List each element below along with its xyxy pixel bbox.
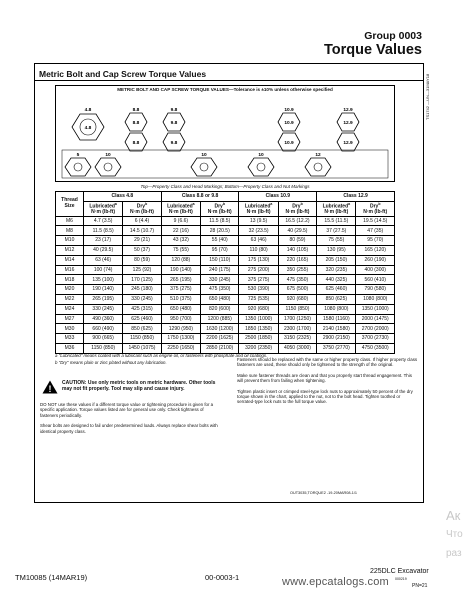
torque-cell: 3150 (2325) xyxy=(278,334,316,344)
paragraph: Fasteners should be replaced with the same or higher property class. If higher property class fasteners are used, these should only be tightened to the strength of the original. xyxy=(237,357,418,368)
watermark-text: Ак xyxy=(446,508,461,523)
torque-cell: 2900 (2150) xyxy=(317,334,356,344)
thread-size-cell: M30 xyxy=(56,324,84,334)
torque-table xyxy=(55,191,395,354)
bolt-marking-diagram xyxy=(55,85,395,182)
torque-cell: 350 (255) xyxy=(278,265,316,275)
torque-cell: 80 (59) xyxy=(278,236,316,246)
torque-cell: 650 (480) xyxy=(200,295,238,305)
section-title: Metric Bolt and Cap Screw Torque Values xyxy=(39,69,207,79)
bolt-class-label: 12.9 xyxy=(343,108,353,113)
torque-cell: 3750 (2770) xyxy=(317,344,356,354)
torque-cell: 275 (200) xyxy=(239,265,278,275)
bolt-class-label: 9.8 xyxy=(170,108,178,113)
bolt-head-10-9 xyxy=(278,107,300,151)
paragraph: Tighten plastic insert or crimped steel-type lock nuts to approximately 50 percent of the dry torque shown in the chart, applied to the nut, not to the bolt head. Tighten toothed or serrated-type lock nuts to the full torque value. xyxy=(237,388,413,405)
torque-cell: 330 (245) xyxy=(200,275,238,285)
thread-size-cell: M27 xyxy=(56,314,84,324)
right-column xyxy=(237,357,419,405)
nut-marking-10a xyxy=(95,152,121,176)
svg-text:12.9: 12.9 xyxy=(343,141,353,146)
torque-cell: 75 (55) xyxy=(317,236,356,246)
torque-cell: 11.5 (8.5) xyxy=(200,216,238,226)
torque-cell: 13 (9.5) xyxy=(239,216,278,226)
torque-cell: 2250 (1650) xyxy=(161,344,200,354)
watermark-text: раз xyxy=(446,548,462,559)
torque-cell: 2000 (1475) xyxy=(356,314,395,324)
class-header: Class 10.9 xyxy=(239,192,317,202)
dry-header: Dry$^b$ N·m (lb-ft) xyxy=(200,201,238,216)
torque-cell: 23 (17) xyxy=(84,236,123,246)
diagram-caption: Top—Property Class and Head Markings; Bottom—Property Class and Nut Markings xyxy=(140,184,310,189)
torque-cell: 330 (245) xyxy=(84,304,123,314)
nut-marking-5 xyxy=(65,152,91,176)
torque-cell: 320 (235) xyxy=(317,265,356,275)
bolt-head-mark: 4.8 xyxy=(84,126,92,131)
torque-cell: 150 (110) xyxy=(200,255,238,265)
torque-cell: 29 (21) xyxy=(123,236,161,246)
left-column xyxy=(40,402,222,434)
torque-cell: 265 (195) xyxy=(161,275,200,285)
table-row xyxy=(56,226,395,236)
torque-cell: 1150 (850) xyxy=(84,344,123,354)
class-header: Class 8.8 or 9.8 xyxy=(161,192,239,202)
thread-size-cell: M6 xyxy=(56,216,84,226)
torque-cell: 625 (460) xyxy=(317,285,356,295)
torque-cell: 790 (580) xyxy=(356,285,395,295)
torque-cell: 3200 (2350) xyxy=(239,344,278,354)
svg-text:10: 10 xyxy=(258,153,264,158)
torque-cell: 220 (165) xyxy=(278,255,316,265)
torque-cell: 19.5 (14.5) xyxy=(356,216,395,226)
torque-cell: 475 (350) xyxy=(200,285,238,295)
torque-cell: 1750 (1300) xyxy=(161,334,200,344)
torque-cell: 920 (680) xyxy=(239,304,278,314)
thread-size-cell: M33 xyxy=(56,334,84,344)
torque-cell: 165 (120) xyxy=(356,246,395,256)
sub-header-row xyxy=(56,201,395,216)
lubricated-header: Lubricated$^a$ N·m (lb-ft) xyxy=(161,201,200,216)
torque-cell: 120 (88) xyxy=(161,255,200,265)
thread-size-cell: M24 xyxy=(56,304,84,314)
torque-cell: 40 (29.5) xyxy=(278,226,316,236)
svg-text:10: 10 xyxy=(201,153,207,158)
table-row xyxy=(56,255,395,265)
torque-cell: 37 (27.5) xyxy=(317,226,356,236)
torque-cell: 530 (390) xyxy=(239,285,278,295)
section-divider xyxy=(34,80,424,81)
table-row xyxy=(56,304,395,314)
thread-size-cell: M18 xyxy=(56,275,84,285)
thread-size-cell: M12 xyxy=(56,246,84,256)
torque-cell: 440 (325) xyxy=(317,275,356,285)
torque-cell: 820 (600) xyxy=(200,304,238,314)
paragraph: Make sure fastener threads are clean and that you properly start thread engagement. This will prevent them from failing when tightening. xyxy=(237,372,412,384)
thread-size-cell: M10 xyxy=(56,236,84,246)
torque-cell: 1290 (950) xyxy=(161,324,200,334)
table-row xyxy=(56,216,395,226)
torque-cell: 330 (245) xyxy=(123,295,161,305)
class-header: Class 4.8 xyxy=(84,192,162,202)
torque-cell: 22 (16) xyxy=(161,226,200,236)
bolt-class-label: 8.8 xyxy=(132,108,140,113)
torque-cell: 1080 (800) xyxy=(317,304,356,314)
note-dry: b "Dry" means plain or zinc plated without any lubrication. xyxy=(55,360,167,365)
torque-cell: 75 (55) xyxy=(161,246,200,256)
torque-cell: 6 (4.4) xyxy=(123,216,161,226)
torque-cell: 32 (23.5) xyxy=(239,226,278,236)
torque-cell: 240 (175) xyxy=(200,265,238,275)
document-reference-id: OUT3035,TORQUE2 -19-20MAR08-1/1 xyxy=(290,491,358,495)
torque-cell: 9 (6.6) xyxy=(161,216,200,226)
paragraph: DO NOT use these values if a different torque value or tightening procedure is given for a specific application. Torque values listed are for general use only. Check tightness of fasteners periodically. xyxy=(40,402,214,418)
table-row xyxy=(56,275,395,285)
torque-cell: 2500 (1850) xyxy=(239,334,278,344)
caution-warning-icon xyxy=(42,380,58,394)
torque-cell: 2140 (1580) xyxy=(317,324,356,334)
dry-header: Dry$^b$ N·m (lb-ft) xyxy=(123,201,161,216)
bolt-diagram-svg xyxy=(56,86,394,181)
lubricated-header: Lubricated$^a$ N·m (lb-ft) xyxy=(239,201,278,216)
bolt-head-8-8 xyxy=(125,107,147,151)
page-title: Torque Values xyxy=(323,42,422,58)
torque-cell: 1150 (850) xyxy=(278,304,316,314)
torque-cell: 850 (625) xyxy=(317,295,356,305)
thread-size-header: Thread Size xyxy=(56,192,84,217)
torque-cell: 80 (59) xyxy=(123,255,161,265)
torque-cell: 920 (680) xyxy=(278,295,316,305)
diagram-heading: METRIC BOLT AND CAP SCREW TORQUE VALUES—Tolerance is ±10% unless otherwise specified xyxy=(117,87,333,92)
dry-header: Dry$^b$ N·m (lb-ft) xyxy=(278,201,316,216)
torque-cell: 95 (70) xyxy=(200,246,238,256)
footer-model: 225DLC Excavator xyxy=(370,568,429,575)
torque-cell: 950 (700) xyxy=(161,314,200,324)
nut-marking-12 xyxy=(305,152,331,176)
torque-cell: 2700 (2000) xyxy=(356,324,395,334)
torque-cell: 2300 (1700) xyxy=(278,324,316,334)
torque-cell: 1200 (885) xyxy=(200,314,238,324)
torque-cell: 425 (315) xyxy=(123,304,161,314)
torque-cell: 1450 (1075) xyxy=(123,344,161,354)
caution-text: CAUTION: Use only metric tools on metric hardware. Other tools may not fit properly. Tool may slip and cause injury. xyxy=(62,380,216,392)
torque-cell: 725 (535) xyxy=(239,295,278,305)
bolt-head-12-9 xyxy=(337,107,359,151)
torque-cell: 63 (46) xyxy=(239,236,278,246)
table-row xyxy=(56,285,395,295)
torque-cell: 130 (95) xyxy=(317,246,356,256)
torque-cell: 900 (665) xyxy=(84,334,123,344)
torque-cell: 265 (195) xyxy=(84,295,123,305)
torque-cell: 1150 (850) xyxy=(123,334,161,344)
torque-cell: 55 (40) xyxy=(200,236,238,246)
torque-cell: 170 (125) xyxy=(123,275,161,285)
torque-cell: 400 (300) xyxy=(356,265,395,275)
torque-cell: 28 (20.5) xyxy=(200,226,238,236)
torque-cell: 1080 (800) xyxy=(356,295,395,305)
dry-header: Dry$^b$ N·m (lb-ft) xyxy=(356,201,395,216)
table-row xyxy=(56,295,395,305)
torque-cell: 14.5 (10.7) xyxy=(123,226,161,236)
torque-cell: 1350 (1000) xyxy=(356,304,395,314)
torque-cell: 625 (460) xyxy=(123,314,161,324)
torque-cell: 15.5 (11.5) xyxy=(317,216,356,226)
thread-size-cell: M16 xyxy=(56,265,84,275)
torque-cell: 205 (150) xyxy=(317,255,356,265)
torque-table-body xyxy=(56,216,395,353)
thread-size-cell: M22 xyxy=(56,295,84,305)
torque-cell: 1580 (1160) xyxy=(317,314,356,324)
bolt-head-9-8 xyxy=(163,107,185,151)
svg-text:!: ! xyxy=(48,384,52,394)
group-number: Group 0003 xyxy=(364,30,422,42)
footer-page-number: 00-0003-1 xyxy=(205,573,240,582)
paragraph: Shear bolts are designed to fail under predetermined loads. Always replace shear bolts with identical property class. xyxy=(40,423,218,434)
torque-cell: 650 (480) xyxy=(161,304,200,314)
class-header: Class 12.9 xyxy=(317,192,395,202)
thread-size-cell: M20 xyxy=(56,285,84,295)
torque-cell: 2200 (1625) xyxy=(200,334,238,344)
torque-cell: 1700 (1250) xyxy=(278,314,316,324)
torque-cell: 110 (80) xyxy=(239,246,278,256)
svg-text:9.8: 9.8 xyxy=(170,141,178,146)
svg-text:8.8: 8.8 xyxy=(132,141,140,146)
svg-text:9.8: 9.8 xyxy=(170,121,178,126)
torque-cell: 475 (350) xyxy=(278,275,316,285)
bolt-class-label: 10.9 xyxy=(284,108,294,113)
svg-text:12: 12 xyxy=(315,153,321,158)
svg-text:8.8: 8.8 xyxy=(132,121,140,126)
torque-cell: 125 (92) xyxy=(123,265,161,275)
torque-cell: 510 (375) xyxy=(161,295,200,305)
thread-size-cell: M8 xyxy=(56,226,84,236)
bolt-class-label: 4.8 xyxy=(84,108,92,113)
bolt-head-4-8 xyxy=(72,107,104,140)
torque-cell: 1350 (1000) xyxy=(239,314,278,324)
torque-cell: 850 (625) xyxy=(123,324,161,334)
torque-cell: 3700 (2730) xyxy=(356,334,395,344)
torque-cell: 245 (180) xyxy=(123,285,161,295)
svg-text:10.9: 10.9 xyxy=(284,121,294,126)
footer-manual-id: TM10085 (14MAR19) xyxy=(15,573,88,582)
torque-cell: 490 (360) xyxy=(84,314,123,324)
torque-cell: 100 (74) xyxy=(84,265,123,275)
lubricated-header: Lubricated$^a$ N·m (lb-ft) xyxy=(84,201,123,216)
torque-cell: 660 (490) xyxy=(84,324,123,334)
table-row xyxy=(56,236,395,246)
torque-cell: 260 (190) xyxy=(356,255,395,265)
torque-cell: 40 (29.5) xyxy=(84,246,123,256)
torque-cell: 50 (37) xyxy=(123,246,161,256)
watermark-text: Что xyxy=(446,529,463,540)
class-header-row xyxy=(56,192,395,202)
note-lubricated: a "Lubricated" means coated with a lubricant such as engine oil, or fasteners with phosphate and oil coatings. xyxy=(55,353,268,358)
torque-cell: 4050 (3000) xyxy=(278,344,316,354)
torque-cell: 16.5 (12.2) xyxy=(278,216,316,226)
torque-cell: 1850 (1350) xyxy=(239,324,278,334)
torque-cell: 63 (46) xyxy=(84,255,123,265)
svg-text:10.9: 10.9 xyxy=(284,141,294,146)
table-row xyxy=(56,344,395,354)
torque-cell: 43 (32) xyxy=(161,236,200,246)
torque-cell: 560 (410) xyxy=(356,275,395,285)
torque-cell: 95 (70) xyxy=(356,236,395,246)
lubricated-header: Lubricated$^a$ N·m (lb-ft) xyxy=(317,201,356,216)
table-row xyxy=(56,265,395,275)
table-row xyxy=(56,324,395,334)
nut-marking-10c xyxy=(248,152,274,176)
torque-cell: 190 (140) xyxy=(161,265,200,275)
torque-cell: 375 (275) xyxy=(161,285,200,295)
nut-marking-10b xyxy=(191,152,217,176)
svg-text:5: 5 xyxy=(76,153,80,158)
torque-cell: 1630 (1200) xyxy=(200,324,238,334)
table-row xyxy=(56,334,395,344)
torque-cell: 11.5 (8.5) xyxy=(84,226,123,236)
torque-cell: 2850 (2100) xyxy=(200,344,238,354)
svg-text:12.9: 12.9 xyxy=(343,121,353,126)
torque-cell: 175 (130) xyxy=(239,255,278,265)
watermark-url: www.epcatalogs.com xyxy=(282,576,389,588)
torque-cell: 375 (275) xyxy=(239,275,278,285)
torque-cell: 4750 (3500) xyxy=(356,344,395,354)
table-row xyxy=(56,314,395,324)
thread-size-cell: M14 xyxy=(56,255,84,265)
svg-text:10: 10 xyxy=(105,153,111,158)
table-row xyxy=(56,246,395,256)
torque-cell: 140 (105) xyxy=(278,246,316,256)
torque-cell: 47 (35) xyxy=(356,226,395,236)
torque-cell: 675 (500) xyxy=(278,285,316,295)
footer-pn: PN=21 xyxy=(412,583,428,589)
torque-cell: 135 (100) xyxy=(84,275,123,285)
torque-cell: 190 (140) xyxy=(84,285,123,295)
footer-code: 000219 xyxy=(395,577,407,581)
torque-cell: 4.7 (3.5) xyxy=(84,216,123,226)
figure-id: TS1742 —UN—31MAY18 xyxy=(425,73,430,120)
thread-size-cell: M36 xyxy=(56,344,84,354)
